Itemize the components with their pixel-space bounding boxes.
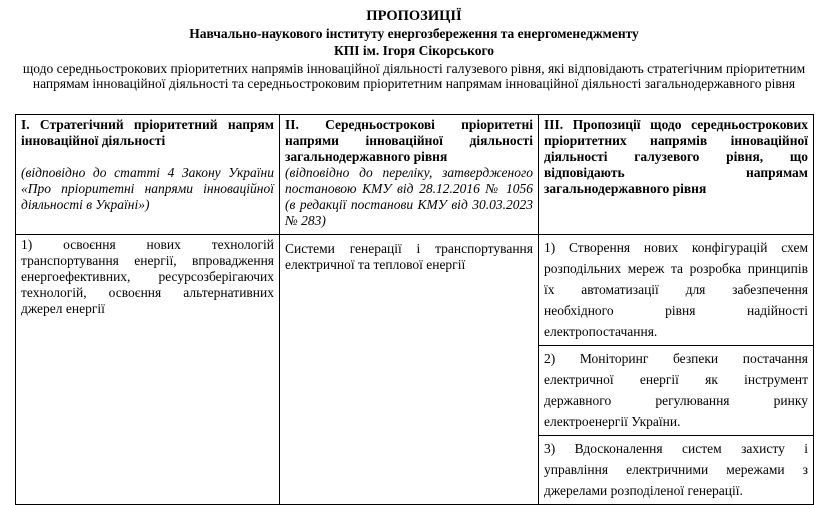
column-note: (відповідно до статті 4 Закону України «Про пріоритетні напрями інноваційної діяльності в Україні»): [21, 165, 274, 212]
table-header-row: [16, 115, 814, 235]
document-description: щодо середньострокових пріоритетних напрямів інноваційної діяльності галузевого рівня, які відповідають стратегічним пріоритетним напрямам інноваційної діяльності та середньостроковим пріоритетним напрямам інноваційної діяльності загальнодержавного рівня: [22, 61, 806, 91]
proposal-item: 2) Моніторинг безпеки постачання електричної енергії як інструмент державного регулювання ринку електроенергії України.: [539, 346, 813, 436]
cell-strategic: [16, 235, 280, 505]
document-header: [0, 8, 828, 91]
column-note: (відповідно до переліку, затвердженого постановою КМУ від 28.12.2016 № 1056 (в редакції постанови КМУ від 30.03.2023 № 283): [285, 165, 533, 228]
column-heading: ІІІ. Пропозиції щодо середньострокових пріоритетних напрямів інноваційної діяльності галузевого рівня, що відповідають напрямам загальнодержавного рівня: [544, 117, 808, 196]
institute-name: Навчально-наукового інституту енергозбереження та енергоменеджменту: [189, 26, 639, 41]
column-heading: І. Стратегічний пріоритетний напрям інноваційної діяльності: [21, 117, 274, 148]
table-row: [16, 235, 814, 505]
column-header-strategic: [16, 115, 280, 235]
proposal-item: 1) Створення нових конфігурацій схем розподільних мереж та розробка принципів їх автоматизації для забезпечення необхідного рівня надійності електропостачання.: [539, 235, 813, 346]
proposal-item: 3) Вдосконалення систем захисту і управління електричними мережами з джерелами розподіленої генерації.: [544, 441, 808, 498]
column-header-proposals: [539, 115, 814, 235]
cell-proposals: [539, 235, 814, 505]
column-header-medium-term: [280, 115, 539, 235]
column-heading: ІІ. Середньострокові пріоритетні напрями інноваційної діяльності загальнодержавного рівня: [285, 117, 533, 164]
proposals-table: [15, 114, 814, 505]
strategic-direction-text: 1) освоєння нових технологій транспортування енергії, впровадження енергоефективних, ресурсозберігаючих технологій, освоєння альтернативних джерел енергії: [21, 237, 274, 316]
medium-term-direction-text: Системи генерації і транспортування електричної та теплової енергії: [285, 241, 533, 272]
document-title: ПРОПОЗИЦІЇ: [366, 8, 462, 24]
cell-medium-term: [280, 235, 539, 505]
university-name: КПІ ім. Ігоря Сікорського: [334, 43, 494, 58]
